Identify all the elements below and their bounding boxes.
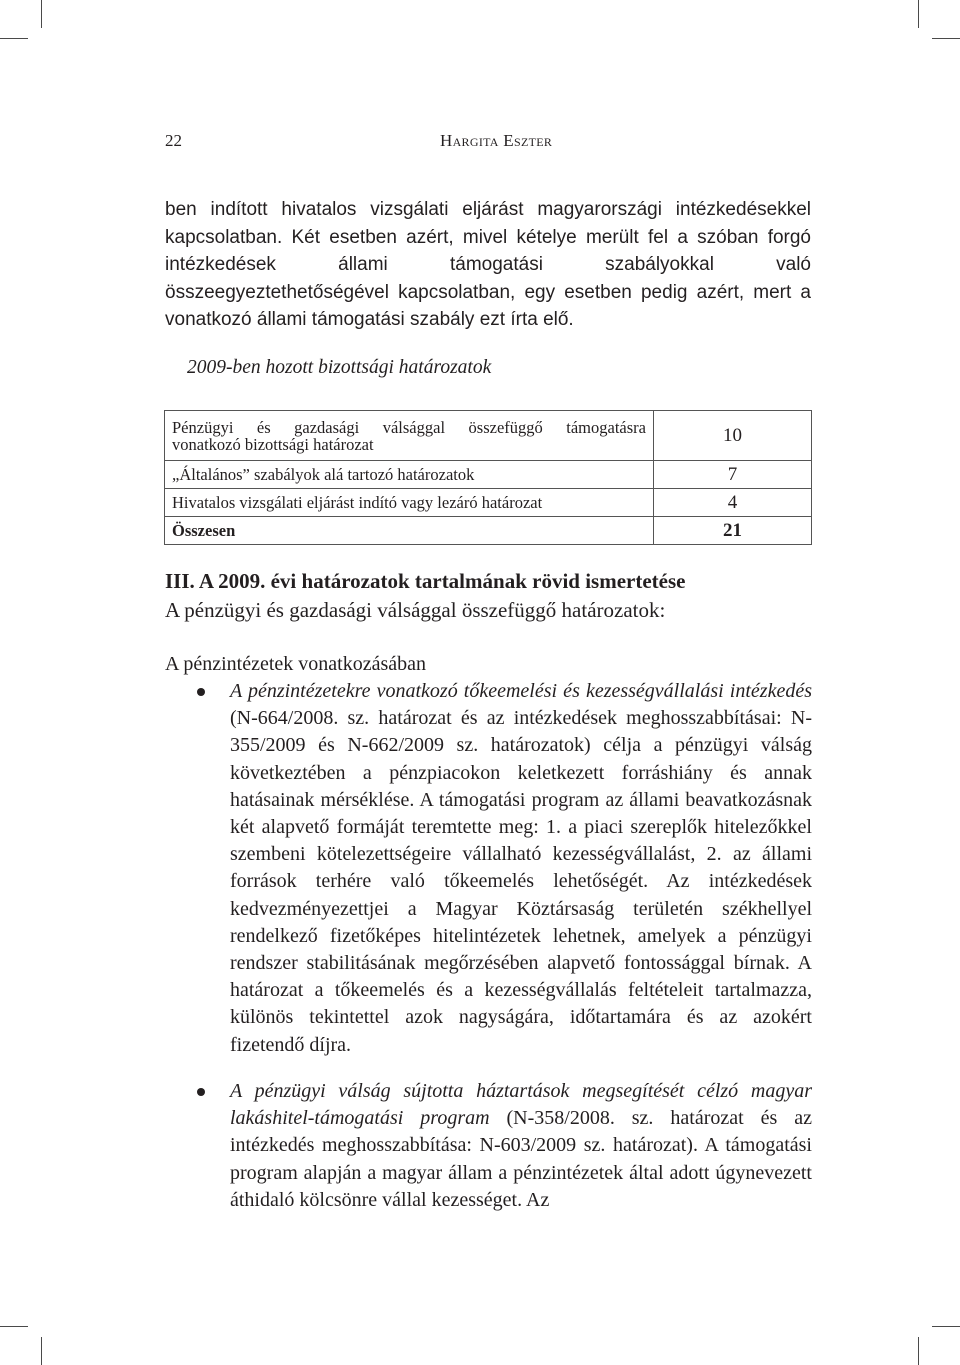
table-row-label: „Általános” szabályok alá tartozó határozatok: [165, 461, 654, 489]
list-item-title: A pénzintézetekre vonatkozó tőkeemelési és kezességvállalási intézkedés: [230, 680, 812, 702]
page-number: 22: [165, 131, 182, 150]
table-total-row: [165, 517, 812, 545]
crop-mark: [0, 1326, 28, 1327]
bullet-icon: [197, 1088, 205, 1096]
crop-mark: [41, 0, 42, 28]
crop-mark: [918, 1337, 919, 1365]
list-item: [230, 1078, 812, 1214]
list-item-body: (N-664/2008. sz. határozat és az intézkedések meghosszabbításai: N-355/2009 és N-662/2009 sz. határozatok) célja a pénzügyi válság következtében a pénzpiacokon keletkezett forráshiány és annak hatásainak mérséklése. A támogatási program az állami beavatkozásnak két alapvető formáját teremtette meg: 1. a piaci szereplők hitelezőkkel szembeni kötelezettségeire vállalható kezességvállalást, 2. az állami források terhére való tőkeemelés lehetőségét. Az intézkedések kedvezményezettjei a Magyar Köztársaság területén székhellyel rendelkező fizetőképes hitelintézetek lehetnek, amelyek a pénzügyi rendszer stabilitásának megőrzésében alapvető fontossággal bírnak. A határozat a tőkeemelés és a kezességvállalás feltételeit tartalmazza, különös tekintettel azok nagyságára, időtartamára és az azokért fizetendő díjra.: [230, 707, 812, 1056]
table-row-value: 4: [654, 489, 812, 517]
table-caption: 2009-ben hozott bizottsági határozatok: [187, 357, 492, 378]
section-subheading: A pénzügyi és gazdasági válsággal összefüggő határozatok:: [165, 598, 666, 622]
section-heading: III. A 2009. évi határozatok tartalmának rövid ismertetése: [165, 569, 686, 593]
table-total-label: Összesen: [165, 517, 654, 545]
table-row-value: 10: [654, 411, 812, 461]
table-row-label: [165, 411, 654, 461]
table-row-label: Hivatalos vizsgálati eljárást indító vagy lezáró határozat: [165, 489, 654, 517]
intro-paragraph: ben indított hivatalos vizsgálati eljárást magyarországi intézkedésekkel kapcsolatban. Két esetben azért, mivel kételye merült fel a szóban forgó intézkedések állami támogatási szabályokkal való összeegyeztethetőségével kapcsolatban, egy esetben pedig azért, mert a vonatkozó állami támogatási szabály ezt írta elő.: [165, 199, 811, 331]
table-row: [165, 461, 812, 489]
decisions-table: [164, 410, 812, 545]
list-item-title: A pénzügyi válság sújtotta háztartások megsegítését célzó magyar lakáshitel-támogatási program: [230, 1080, 812, 1130]
bullet-icon: [197, 688, 205, 696]
table-row-value: 7: [654, 461, 812, 489]
table-total-value: 21: [654, 517, 812, 545]
running-head: Hargita Eszter: [440, 131, 553, 150]
table-row-label-line: vonatkozó bizottsági határozat: [172, 434, 374, 454]
table-row-label-line: Pénzügyi és gazdasági válsággal összefüggő támogatásra: [172, 417, 646, 437]
crop-mark: [41, 1337, 42, 1365]
crop-mark: [932, 1326, 960, 1327]
subsection-label: A pénzintézetek vonatkozásában: [165, 653, 426, 675]
list-item: [230, 678, 812, 1059]
list-item-body: (N-358/2008. sz. határozat és az intézkedés meghosszabbítása: N-603/2009 sz. határozat). A támogatási program alapján a magyar állam a pénzintézetek által adott úgynevezett áthidaló kölcsönre vállal kezességet. Az: [230, 1107, 812, 1211]
table-row: [165, 411, 812, 461]
crop-mark: [0, 38, 28, 39]
table-row: [165, 489, 812, 517]
crop-mark: [932, 38, 960, 39]
crop-mark: [918, 0, 919, 28]
